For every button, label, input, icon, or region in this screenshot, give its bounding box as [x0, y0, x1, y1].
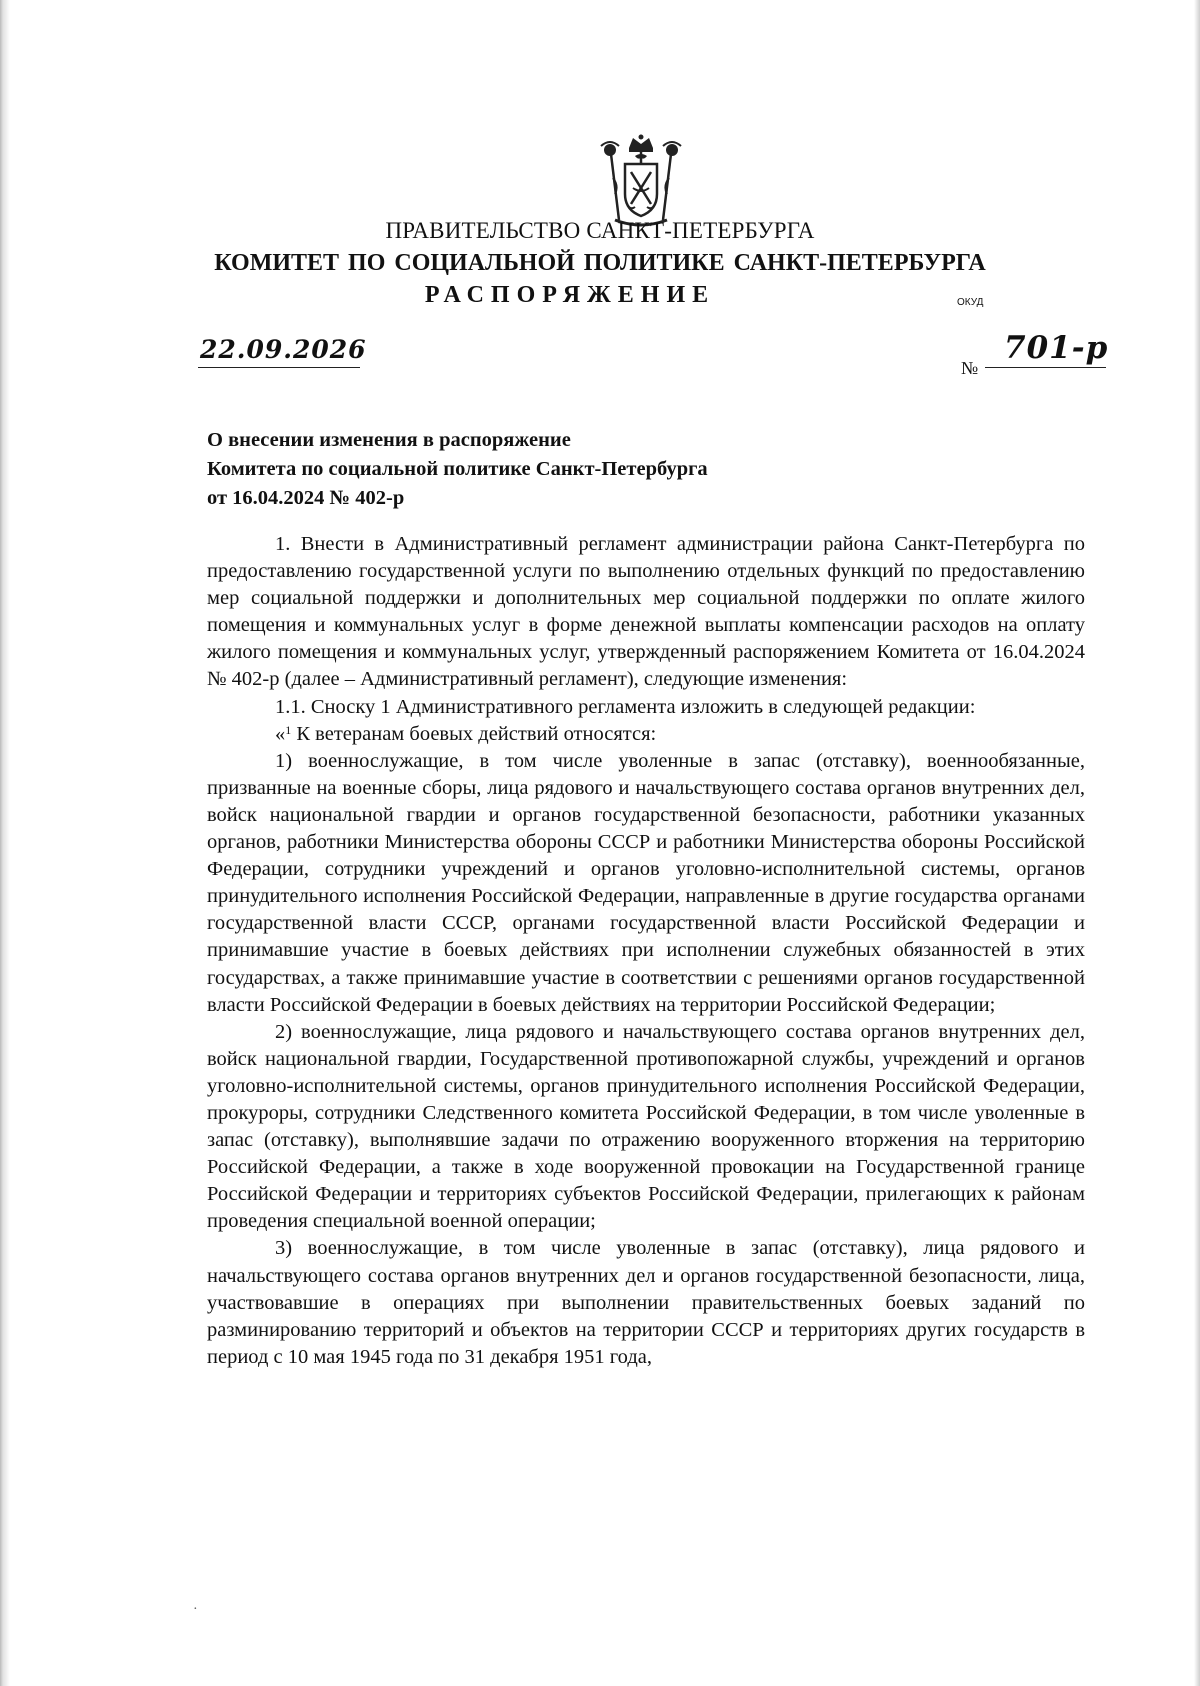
list-item-2: 2) военнослужащие, лица рядового и начальствующего состава органов внутренних дел, войск национальной гвардии, Государственной противопожарной службы, учреждений и органов уголовно-исполнительной системы, органов принудительного исполнения Российской Федерации, прокуроры, сотрудники Следственного комитета Российской Федерации, в том числе уволенные в запас (отставку), выполнявшие задачи по отражению вооруженного вторжения на территорию Российской Федерации, а также в ходе вооруженной провокации на Государственной границе Российской Федерации и территориях субъектов Российской Федерации, прилегающих к районам проведения специальной военной операции; — [207, 1020, 1085, 1233]
document-number: 701-р — [1004, 330, 1109, 366]
list-item-3: 3) военнослужащие, в том числе уволенные в запас (отставку), лица рядового и начальствующего состава органов внутренних дел и органов государственной безопасности, лица, участвовавшие в операциях при выполнении правительственных боевых заданий по разминированию территорий и объектов на территории СССР и территориях других государств в период с 10 мая 1945 года по 31 декабря 1951 года, — [207, 1237, 1085, 1368]
document-subject — [207, 426, 708, 513]
margin-mark: · — [193, 1602, 198, 1617]
footnote-mark: 1 — [285, 722, 292, 737]
document-body — [207, 531, 1085, 1371]
footnote-intro-text: К ветеранам боевых действий относятся: — [291, 722, 657, 745]
number-sign: № — [961, 358, 979, 378]
document-type: РАСПОРЯЖЕНИЕ — [424, 282, 716, 308]
date-underline — [198, 367, 360, 368]
document-date: 22.09.2026 — [200, 335, 367, 364]
subject-line-2: Комитета по социальной политике Санкт-Петербурга — [207, 458, 708, 480]
subject-line-3: от 16.04.2024 № 402-р — [207, 487, 405, 509]
committee-name: КОМИТЕТ ПО СОЦИАЛЬНОЙ ПОЛИТИКЕ САНКТ-ПЕТЕРБУРГА — [214, 250, 986, 276]
okud-label: ОКУД — [957, 297, 984, 308]
subject-line-1: О внесении изменения в распоряжение — [207, 429, 571, 451]
saint-petersburg-coat-of-arms-icon — [597, 134, 685, 230]
paragraph-1-1: 1.1. Сноску 1 Административного регламента изложить в следующей редакции: — [275, 695, 976, 718]
government-name: ПРАВИТЕЛЬСТВО САНКТ-ПЕТЕРБУРГА — [385, 218, 815, 243]
footnote-intro — [207, 721, 1085, 748]
paragraph-1: 1. Внести в Административный регламент администрации района Санкт-Петербурга по предоставлению государственной услуги по выполнению отдельных функций по предоставлению мер социальной поддержки и дополнительных мер социальной поддержки по оплате жилого помещения и коммунальных услуг в форме денежной выплаты компенсации расходов на оплату жилого помещения и коммунальных услуг, утвержденный распоряжением Комитета от 16.04.2024 № 402-р (далее – Административный регламент), следующие изменения: — [207, 533, 1085, 691]
open-quote: « — [275, 722, 286, 745]
list-item-1: 1) военнослужащие, в том числе уволенные в запас (отставку), военнообязанные, призванные на военные сборы, лица рядового и начальствующего состава органов внутренних дел, войск национальной гвардии и органов государственной безопасности, работники указанных органов, работники Министерства обороны СССР и работники Министерства обороны Российской Федерации, сотрудники учреждений и органов уголовно-исполнительной системы, органов принудительного исполнения Российской Федерации, направленные в другие государства органами государственной власти СССР, органами государственной власти Российской Федерации и принимавшие участие в боевых действиях при исполнении служебных обязанностей в этих государствах, а также принимавшие участие в соответствии с решениями органов государственной власти Российской Федерации в боевых действиях на территории Российской Федерации; — [207, 749, 1085, 1016]
number-underline — [985, 367, 1106, 368]
